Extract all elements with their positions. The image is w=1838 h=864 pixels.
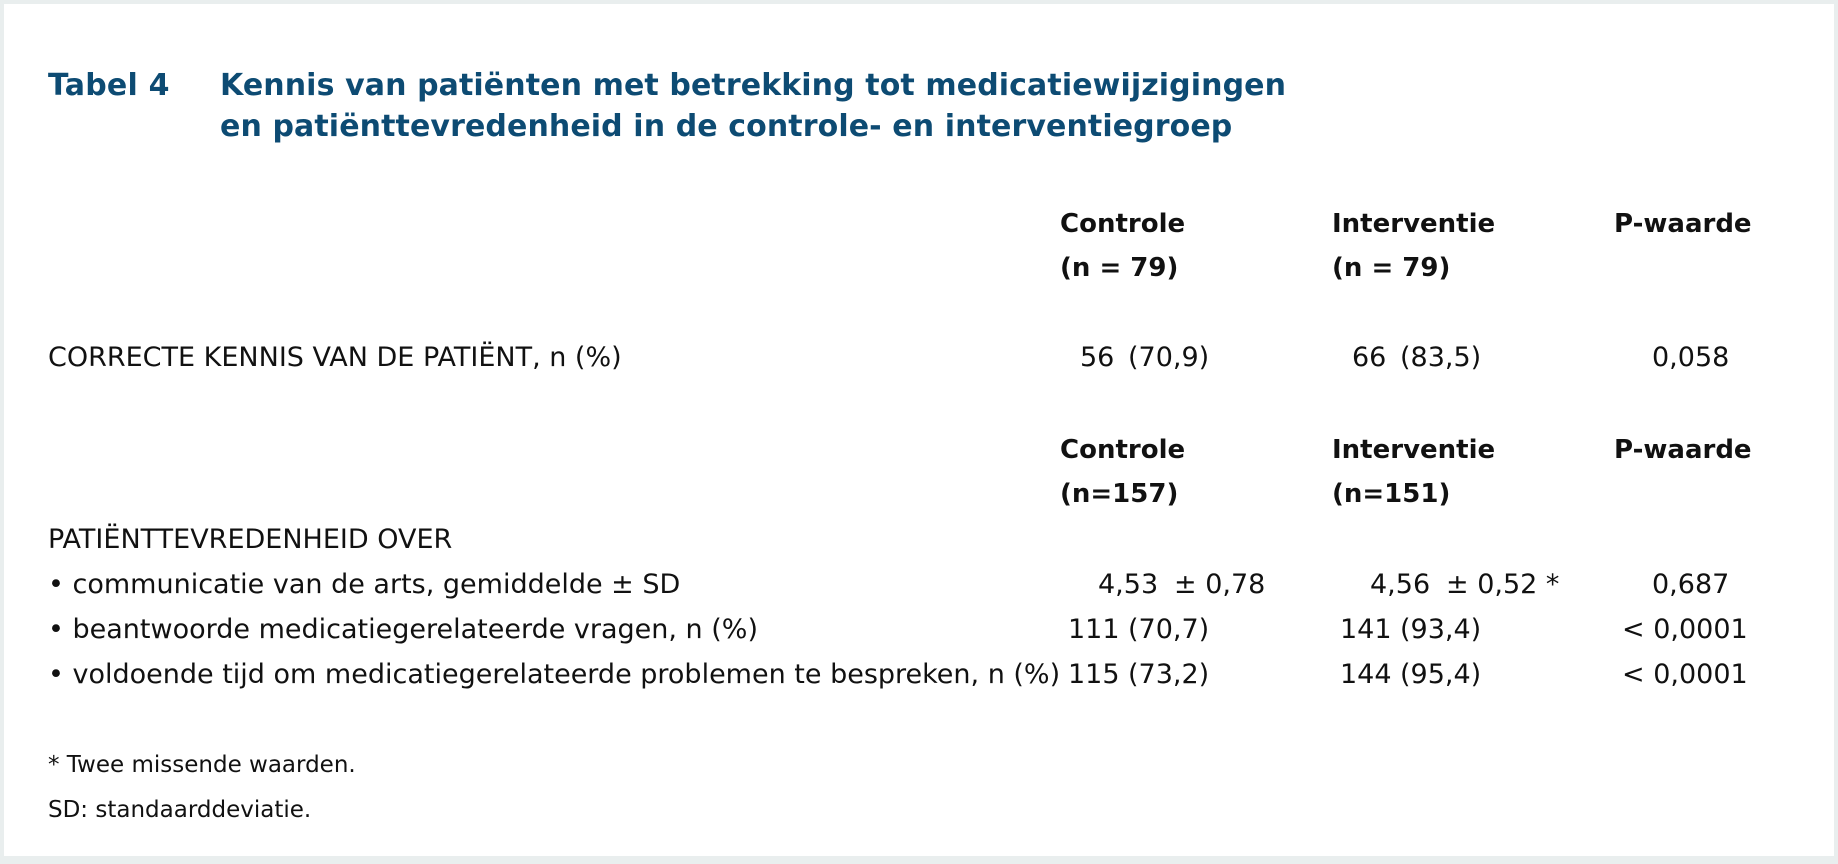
col-header-intervention-2: Interventie (1332, 435, 1496, 465)
table-card (4, 4, 1834, 856)
group-label-satisfaction: PATIËNTTEVREDENHEID OVER (48, 524, 453, 555)
cell-p-value: < 0,0001 (1622, 659, 1748, 690)
cell-intervention-pct: (83,5) (1400, 342, 1482, 373)
cell-control-mean: 4,53 (1098, 569, 1159, 600)
cell-control-pct: (70,7) (1128, 614, 1210, 645)
col-header-control-n-2: (n=157) (1060, 479, 1179, 509)
cell-p-value: 0,058 (1652, 342, 1730, 373)
cell-intervention-sd: ± 0,52 * (1446, 569, 1560, 600)
table-title-line-2: en patiënttevredenheid in de controle- en interventiegroep (220, 109, 1233, 144)
cell-control-n: 56 (1080, 342, 1115, 373)
row-label-sufficient-time: • voldoende tijd om medicatiegerelateerde problemen te bespreken, n (%) (48, 659, 1061, 690)
col-header-intervention-n-2: (n=151) (1332, 479, 1451, 509)
cell-control-n: 115 (1068, 659, 1120, 690)
row-label-answered-questions: • beantwoorde medicatiegerelateerde vragen, n (%) (48, 614, 758, 645)
cell-intervention-n: 66 (1352, 342, 1387, 373)
col-header-control-n: (n = 79) (1060, 253, 1179, 283)
cell-intervention-pct: (95,4) (1400, 659, 1482, 690)
cell-control-pct: (70,9) (1128, 342, 1210, 373)
col-header-intervention-n: (n = 79) (1332, 253, 1451, 283)
cell-intervention-mean: 4,56 (1370, 569, 1431, 600)
cell-control-n: 111 (1068, 614, 1120, 645)
table-number: Tabel 4 (48, 68, 170, 103)
row-label-correct-knowledge: CORRECTE KENNIS VAN DE PATIËNT, n (%) (48, 342, 622, 373)
cell-control-pct: (73,2) (1128, 659, 1210, 690)
footnote-missing-values: * Twee missende waarden. (48, 752, 356, 778)
cell-intervention-pct: (93,4) (1400, 614, 1482, 645)
cell-control-sd: ± 0,78 (1174, 569, 1266, 600)
row-label-communication: • communicatie van de arts, gemiddelde ± SD (48, 569, 681, 600)
col-header-control-2: Controle (1060, 435, 1186, 465)
col-header-control: Controle (1060, 209, 1186, 239)
table-title-line-1: Kennis van patiënten met betrekking tot medicatiewijzigingen (220, 68, 1287, 103)
col-header-intervention: Interventie (1332, 209, 1496, 239)
cell-p-value: < 0,0001 (1622, 614, 1748, 645)
cell-intervention-n: 144 (1340, 659, 1392, 690)
cell-p-value: 0,687 (1652, 569, 1730, 600)
col-header-p-value-2: P-waarde (1614, 435, 1752, 465)
col-header-p-value: P-waarde (1614, 209, 1752, 239)
cell-intervention-n: 141 (1340, 614, 1392, 645)
footnote-sd-definition: SD: standaarddeviatie. (48, 797, 312, 823)
